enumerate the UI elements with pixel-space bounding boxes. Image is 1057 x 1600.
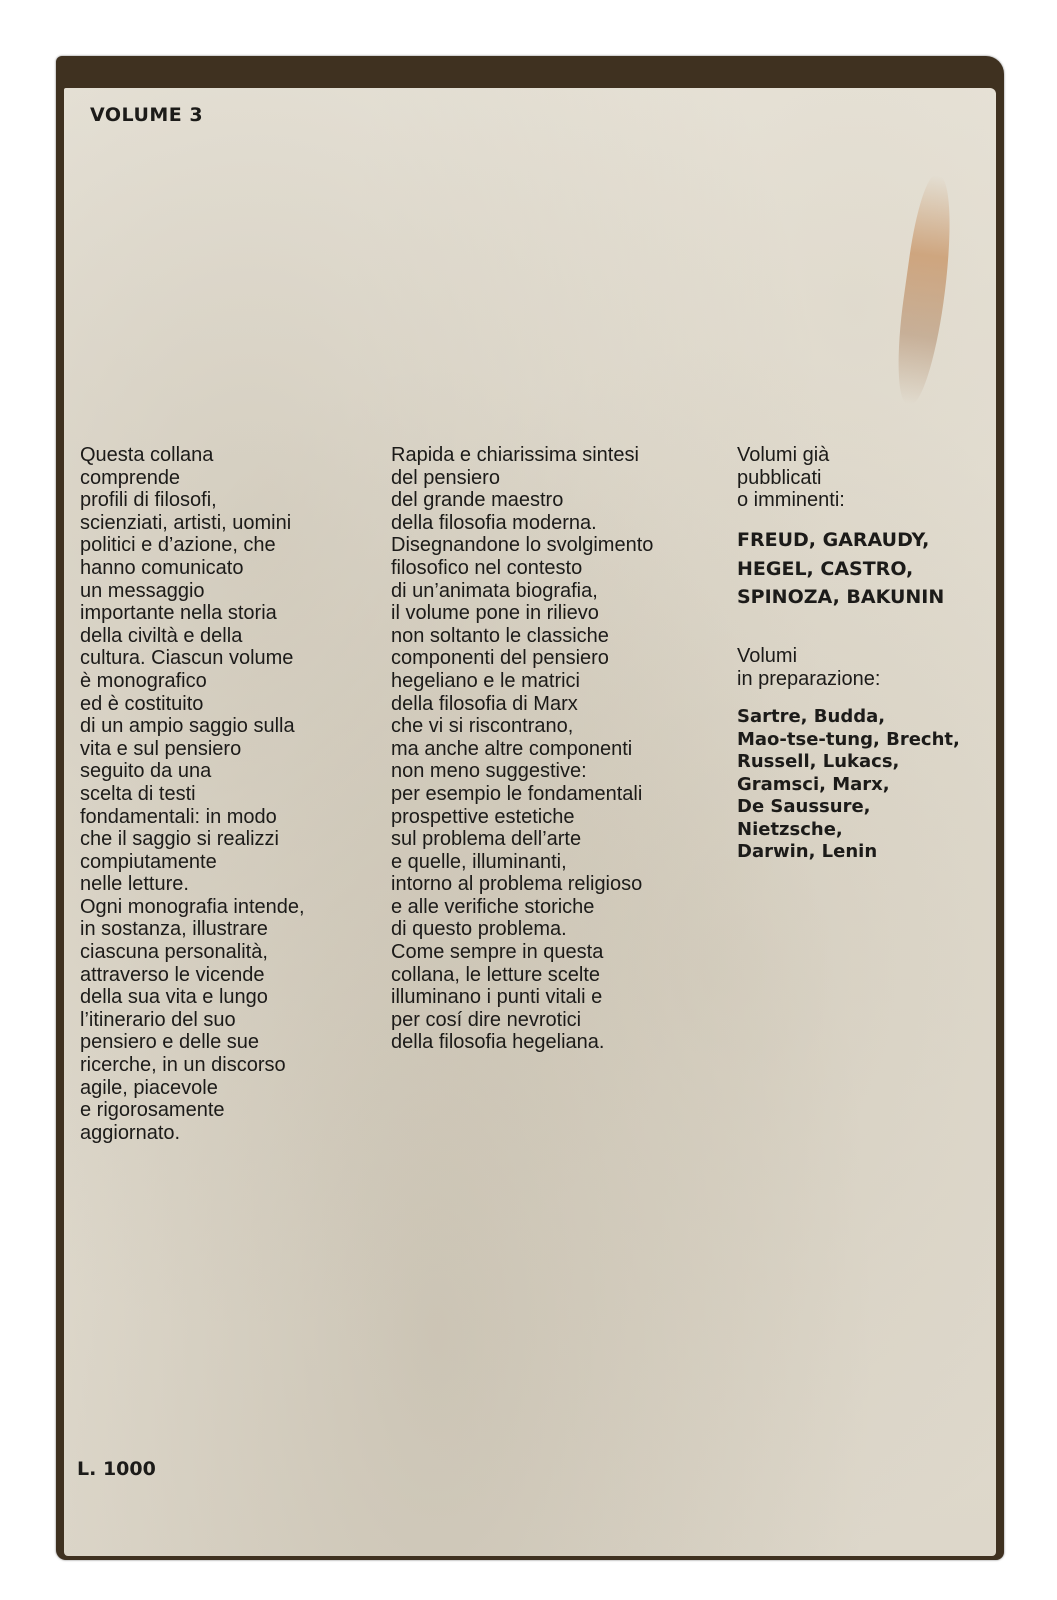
text-line: agile, piacevole bbox=[80, 1076, 218, 1099]
list-item: FREUD, GARAUDY, bbox=[737, 529, 930, 551]
text-line: ma anche altre componenti bbox=[391, 737, 633, 760]
list-item: Darwin, Lenin bbox=[737, 841, 878, 862]
list-item: Nietzsche, bbox=[737, 818, 843, 840]
text-line: hanno comunicato bbox=[80, 556, 244, 579]
text-line: scienziati, artisti, uomini bbox=[80, 511, 292, 534]
text-line: della filosofia di Marx bbox=[391, 692, 578, 715]
text-line: comprende bbox=[80, 466, 181, 489]
series-description bbox=[80, 444, 380, 1144]
text-line: attraverso le vicende bbox=[80, 963, 265, 986]
text-line: che il saggio si realizzi bbox=[80, 828, 279, 851]
text-line: ed è costituito bbox=[80, 692, 204, 715]
list-item: SPINOZA, BAKUNIN bbox=[737, 586, 945, 608]
text-line: per cosí dire nevrotici bbox=[391, 1008, 582, 1031]
list-item: HEGEL, CASTRO, bbox=[737, 557, 914, 580]
text-line: è monografico bbox=[80, 669, 207, 692]
text-line: della sua vita e lungo bbox=[80, 986, 268, 1009]
text-line: e alle verifiche storiche bbox=[391, 895, 595, 918]
text-line: fondamentali: in modo bbox=[80, 805, 277, 828]
text-line: Come sempre in questa bbox=[391, 941, 604, 964]
text-line: cultura. Ciascun volume bbox=[80, 647, 294, 670]
text-line: Rapida e chiarissima sintesi bbox=[391, 444, 639, 466]
text-line: e quelle, illuminanti, bbox=[391, 850, 567, 873]
text-line: che vi si riscontrano, bbox=[391, 715, 574, 738]
text-line: hegeliano e le matrici bbox=[391, 669, 580, 692]
text-line: il volume pone in rilievo bbox=[391, 602, 599, 625]
published-volumes-label bbox=[737, 444, 987, 512]
text-line: in sostanza, illustrare bbox=[80, 918, 268, 941]
text-line: sul problema dell’arte bbox=[391, 828, 582, 851]
text-line: Volumi già bbox=[737, 444, 830, 466]
text-line: o imminenti: bbox=[737, 489, 845, 512]
text-line: nelle letture. bbox=[80, 873, 189, 896]
text-line: di un’animata biografia, bbox=[391, 579, 598, 602]
volume-description bbox=[391, 444, 721, 1054]
text-line: della filosofia moderna. bbox=[391, 511, 597, 534]
text-line: seguito da una bbox=[80, 760, 212, 783]
text-line: filosofico nel contesto bbox=[391, 556, 583, 579]
published-volumes-list bbox=[737, 526, 944, 612]
list-item: De Saussure, bbox=[737, 796, 871, 817]
list-item: Mao-tse-tung, Brecht, bbox=[737, 728, 960, 750]
text-line: prospettive estetiche bbox=[391, 805, 575, 828]
text-line: Disegnandone lo svolgimento bbox=[391, 534, 654, 557]
text-line: pubblicati bbox=[737, 466, 822, 489]
text-line: illuminano i punti vitali e bbox=[391, 986, 603, 1009]
text-line: collana, le letture scelte bbox=[391, 963, 601, 986]
text-line: scelta di testi bbox=[80, 782, 196, 805]
text-line: Ogni monografia intende, bbox=[80, 895, 305, 918]
text-line: del grande maestro bbox=[391, 489, 564, 512]
text-line: della civiltà e della bbox=[80, 624, 243, 647]
list-item: Sartre, Budda, bbox=[737, 706, 886, 727]
upcoming-volumes-label bbox=[737, 645, 880, 690]
text-line: di questo problema. bbox=[391, 918, 567, 941]
text-line: pensiero e delle sue bbox=[80, 1031, 260, 1054]
text-line: aggiornato. bbox=[80, 1121, 181, 1144]
text-line: del pensiero bbox=[391, 466, 500, 489]
text-line: un messaggio bbox=[80, 579, 205, 602]
price-label: L. 1000 bbox=[77, 1458, 156, 1480]
text-line: componenti del pensiero bbox=[391, 647, 609, 670]
text-line: politici e d’azione, che bbox=[80, 534, 276, 557]
text-line: della filosofia hegeliana. bbox=[391, 1031, 605, 1054]
list-item: Russell, Lukacs, bbox=[737, 751, 900, 772]
upcoming-volumes-list bbox=[737, 706, 960, 864]
text-line: ricerche, in un discorso bbox=[80, 1054, 286, 1077]
text-line: in preparazione: bbox=[737, 667, 881, 690]
text-line: profili di filosofi, bbox=[80, 489, 217, 512]
text-line: intorno al problema religioso bbox=[391, 873, 643, 896]
text-line: di un ampio saggio sulla bbox=[80, 715, 295, 738]
list-item: Gramsci, Marx, bbox=[737, 773, 890, 795]
text-line: non soltanto le classiche bbox=[391, 624, 609, 647]
text-line: importante nella storia bbox=[80, 602, 277, 625]
text-line: non meno suggestive: bbox=[391, 760, 587, 783]
text-line: per esempio le fondamentali bbox=[391, 782, 643, 805]
text-line: Questa collana bbox=[80, 444, 214, 466]
text-line: ciascuna personalità, bbox=[80, 941, 268, 964]
text-line: Volumi bbox=[737, 645, 798, 667]
text-line: vita e sul pensiero bbox=[80, 737, 242, 760]
text-line: compiutamente bbox=[80, 850, 217, 873]
text-line: e rigorosamente bbox=[80, 1099, 225, 1122]
text-line: l’itinerario del suo bbox=[80, 1008, 236, 1031]
volume-label: VOLUME 3 bbox=[90, 104, 204, 126]
